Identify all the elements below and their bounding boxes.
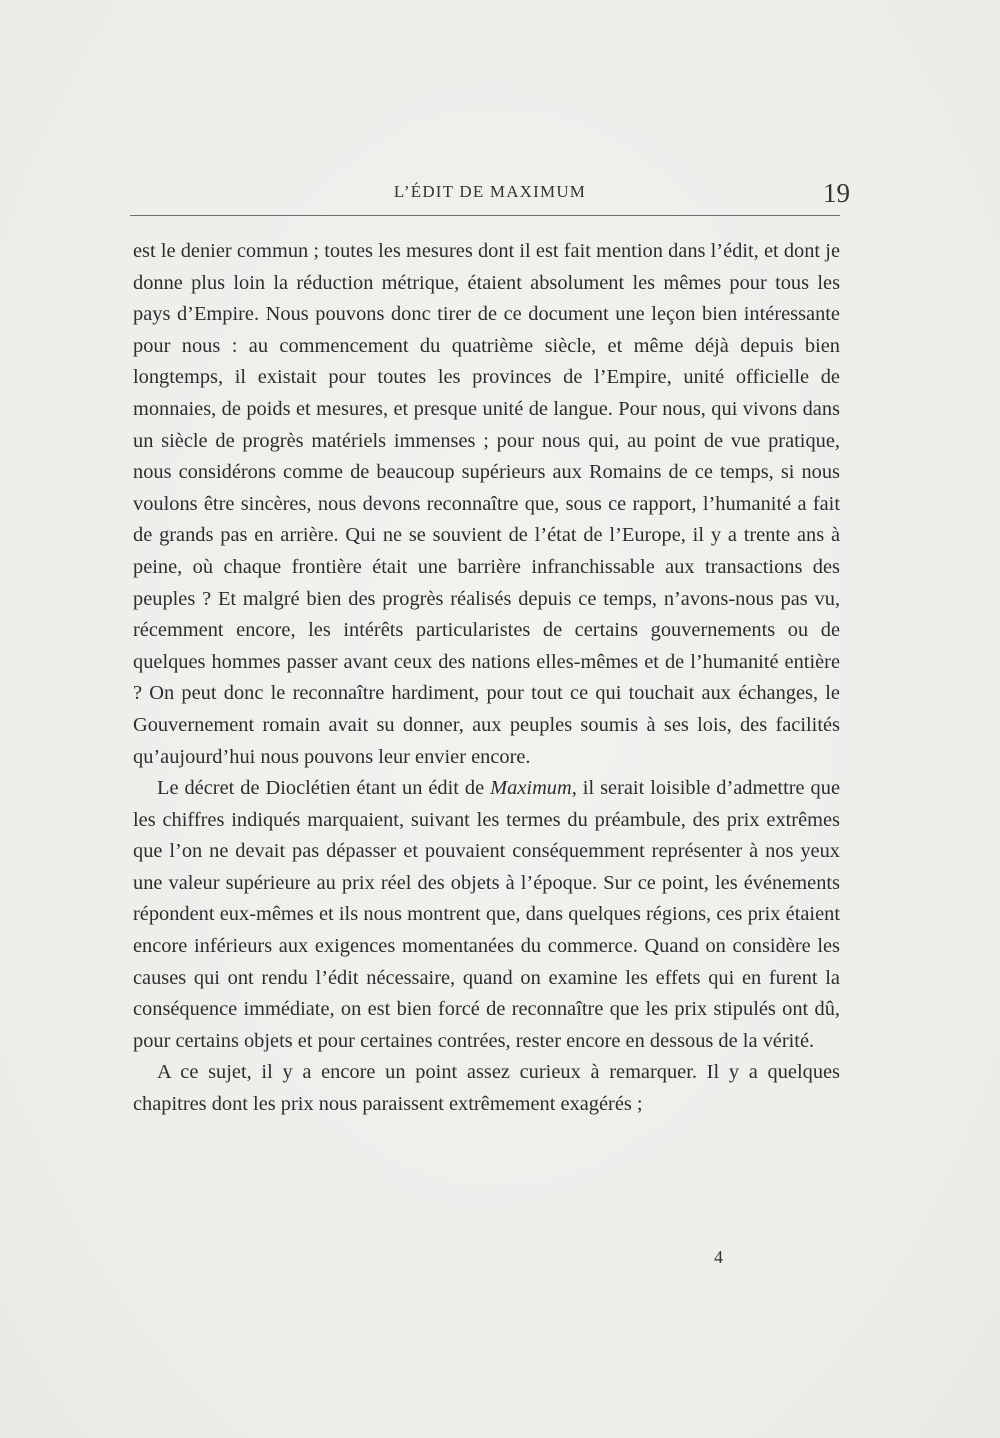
paragraph-3: A ce sujet, il y a encore un point assez curieux à remarquer. Il y a quelques chapitres dont les prix nous paraissent extrêmement exagérés ;: [133, 1061, 840, 1116]
header-rule: [130, 215, 840, 216]
signature-mark: 4: [714, 1247, 723, 1267]
running-title: L’ÉDIT DE MAXIMUM: [393, 182, 587, 201]
page-number: 19: [823, 178, 850, 208]
paragraph-1: est le denier commun ; toutes les mesures dont il est fait mention dans l’édit, et dont je donne plus loin la réduction métrique, étaient absolument les mêmes pour tous les pays d’Empire. Nous pouvons donc tirer de ce document une leçon bien intéressante pour nous : au commencement du quatrième siècle, et même déjà depuis bien longtemps, il existait pour toutes les provinces de l’Empire, unité officielle de monnaies, de poids et mesures, et presque unité de langue. Pour nous, qui vivons dans un siècle de progrès matériels immenses ; pour nous qui, au point de vue pratique, nous considérons comme de beaucoup supérieurs aux Romains de ce temps, si nous voulons être sincères, nous devons reconnaître que, sous ce rapport, l’humanité a fait de grands pas en arrière. Qui ne se souvient de l’état de l’Europe, il y a trente ans à peine, où chaque frontière était une barrière infranchissable aux transactions des peuples ? Et malgré bien des progrès réalisés depuis ce temps, n’avons-nous pas vu, récemment encore, les intérêts particularistes de certains gouvernements ou de quelques hommes passer avant ceux des nations elles-mêmes et de l’humanité entière ? On peut donc le reconnaître hardiment, pour tout ce qui touchait aux échanges, le Gouvernement romain avait su donner, aux peuples soumis à ses lois, des facilités qu’aujourd’hui nous pouvons leur envier encore.: [133, 240, 840, 768]
paragraph-2-italic-term: Maximum: [490, 777, 572, 800]
paragraph-2-rest: , il serait loisible d’admettre que les chiffres indiqués marquaient, suivant les termes du préambule, des prix extrêmes que l’on ne devait pas dépasser et pouvaient conséquemment représenter à nos yeux une valeur supérieure au prix réel des objets à l’époque. Sur ce point, les événements répondent eux-mêmes et ils nous montrent que, dans quelques régions, ces prix étaient encore inférieurs aux exigences momentanées du commerce. Quand on considère les causes qui ont rendu l’édit nécessaire, quand on examine les effets qui en furent la conséquence immédiate, on est bien forcé de reconnaître que les prix stipulés ont dû, pour certains objets et pour certaines contrées, rester encore en dessous de la vérité.: [133, 777, 840, 1052]
paragraph-2: [133, 773, 840, 1057]
body-text: [133, 236, 840, 1121]
paragraph-2-lead: Le décret de Dioclétien étant un édit de: [157, 777, 491, 800]
running-head: [130, 178, 850, 208]
